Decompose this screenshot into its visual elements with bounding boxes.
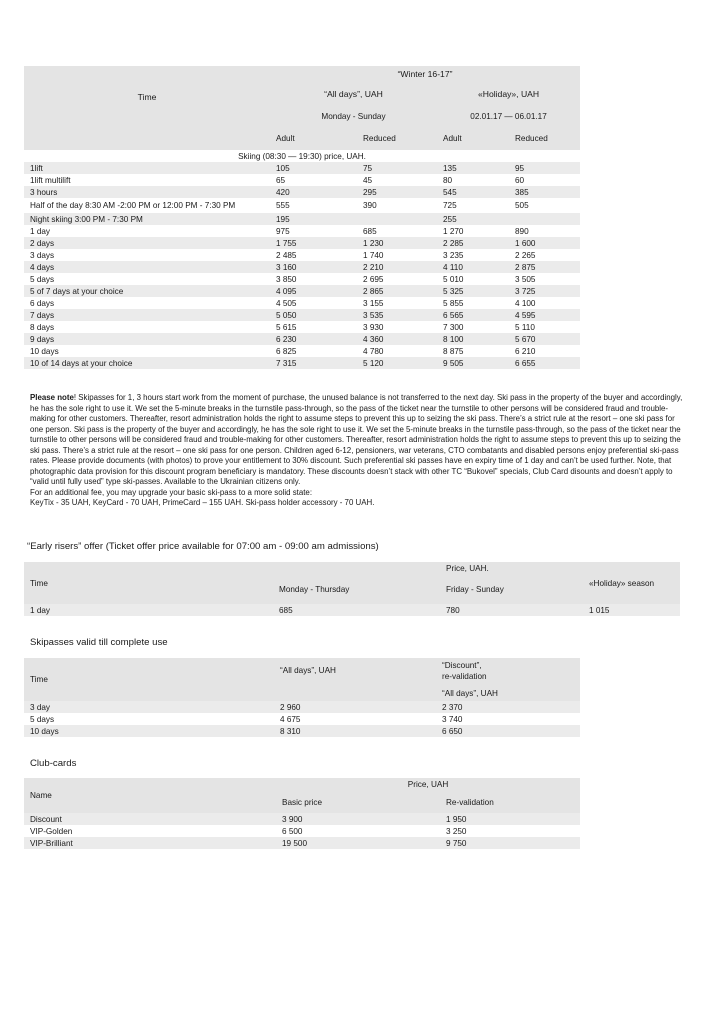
row-label: 5 of 7 days at your choice [30,286,124,296]
price-cell: 2 485 [276,250,297,260]
table-row [24,813,580,825]
discount-header-line: re-validation [442,672,487,681]
complete-use-body [24,701,580,737]
price-cell: 95 [515,163,525,173]
upgrade-line: For an additional fee, you may upgrade your basic ski-pass to a more solid state: [30,487,313,497]
price-cell: 1 740 [363,250,384,260]
club-cards-body [24,813,580,849]
table-row [24,186,580,198]
price-cell: 2 370 [442,702,463,712]
price-cell: 725 [443,201,457,210]
price-cell: 4 780 [363,346,384,356]
price-cell: 890 [515,226,529,236]
price-cell: 555 [276,201,290,210]
price-cell: 4 675 [280,714,301,724]
price-cell: 135 [443,163,457,173]
table-row [24,237,580,249]
price-cell: 6 210 [515,346,536,356]
price-cell: 975 [276,226,290,236]
price-cell: 2 210 [363,262,384,272]
price-cell: 1 270 [443,226,464,236]
price-cell: 780 [446,605,460,615]
price-cell: 9 750 [446,838,467,848]
row-label: 8 days [30,322,55,332]
price-cell: 385 [515,187,529,197]
row-label: 9 days [30,334,55,344]
price-cell: 505 [515,201,529,210]
price-cell: 2 875 [515,262,536,272]
price-cell: 390 [363,201,377,210]
price-cell: 1 015 [589,605,610,615]
price-cell: 5 615 [276,322,297,332]
table-row [24,309,580,321]
club-cards-title: Club-cards [30,758,77,769]
table-row [24,261,580,273]
price-cell: 2 285 [443,238,464,248]
price-cell: 295 [363,187,377,197]
early-risers-table [24,562,680,616]
row-label: 1lift [30,163,43,173]
price-cell: 5 325 [443,286,464,296]
price-cell: 3 850 [276,274,297,284]
price-cell: 8 875 [443,346,464,356]
discount-header [436,658,580,701]
price-cell: 5 110 [515,322,535,332]
row-label: 10 days [30,726,59,736]
holiday-period: 02.01.17 — 06.01.17 [470,112,547,121]
price-cell: 1 950 [446,814,467,824]
price-cell: 195 [276,214,290,224]
sub-header: Adult [276,134,295,143]
price-cell: 4 095 [276,286,297,296]
row-label: 7 days [30,310,55,320]
table-row [24,162,580,174]
price-cell: 5 120 [363,358,384,368]
price-cell: 3 900 [282,814,303,824]
basic-price-header: Basic price [282,797,323,807]
holiday-header: «Holiday», UAH [477,88,540,99]
price-cell: 4 110 [443,262,463,272]
table-row [24,825,580,837]
table-row [24,725,580,737]
row-label: 1 day [30,605,51,615]
price-cell: 60 [515,175,525,185]
complete-use-title: Skipasses valid till complete use [30,637,168,648]
row-label: 5 days [30,274,55,284]
table-row [24,357,580,369]
table-row [24,701,580,713]
table-row [24,345,580,357]
time-header: Time [30,578,48,588]
price-cell: 6 655 [515,358,536,368]
price-cell: 19 500 [282,838,308,848]
mon-thu-header: Monday - Thursday [279,584,350,594]
row-label: 5 days [30,714,55,724]
price-cell: 5 855 [443,298,464,308]
price-cell: 255 [443,214,457,224]
early-risers-title: “Early risers” offer (Ticket offer price available for 07:00 am - 09:00 am admissions) [27,541,379,552]
club-cards-table [24,778,580,849]
price-cell: 3 740 [442,714,463,724]
price-cell: 2 960 [280,702,301,712]
price-cell: 5 010 [443,274,464,284]
all-days-header: “All days”, UAH [280,666,336,675]
price-cell: 3 160 [276,262,297,272]
accessories-line: KeyTix - 35 UAH, KeyCard - 70 UAH, PrimeCard – 155 UAH. Ski-pass holder accessory - 70 UAH. [30,498,375,507]
table-row [24,249,580,261]
price-cell: 3 535 [363,310,384,320]
sub-header: Adult [443,134,462,143]
row-label: 3 days [30,250,55,260]
price-cell: 3 250 [446,826,467,836]
table-row [24,273,580,285]
season-title: “Winter 16-17” [397,68,453,79]
price-cell: 75 [363,163,373,173]
price-cell: 6 230 [276,334,297,344]
price-cell: 1 600 [515,238,536,248]
price-cell: 4 360 [363,334,384,344]
early-risers-body [24,604,680,616]
price-cell: 2 695 [363,274,384,284]
table-row [24,285,580,297]
price-cell: 2 865 [363,286,384,296]
price-cell: 4 100 [515,298,536,308]
price-cell [509,213,580,225]
price-cell: 1 755 [276,238,297,248]
table-row [24,333,580,345]
price-cell: 1 230 [363,238,384,248]
price-cell: 685 [363,226,377,236]
table-row [24,198,580,213]
discount-header-line: “Discount”, [442,661,482,670]
row-label: 3 hours [30,187,58,197]
holiday-season-header: «Holiday» season [589,578,655,588]
row-label: 1 day [30,226,51,236]
discount-header-line: “All days”, UAH [442,689,498,698]
price-cell: 80 [443,175,453,185]
table-row [24,713,580,725]
price-cell: 4 505 [276,298,297,308]
price-cell: 2 265 [515,250,536,260]
row-label: Night skiing 3:00 PM - 7:30 PM [30,214,143,224]
note-body: ! Skipasses for 1, 3 hours start work from the moment of purchase, the unused balance is not transferred to the next day. Ski pass in the property of the buyer and accordingly, he has the sole right to use it. We set the 5-minute breaks in the turnstile pass-through, so the pass of the ticket near the turnstile to other persons will be considered fraud and trouble-making for other customers. Thereafter, resort administration holds the right to assume steps to prevent this up to seizing the ski pass. There’s a strict rule at the resort – one ski pass for one person. Ski pass is the property of the buyer and accordingly, he has the sole right to use it. We set the 5-minute breaks in the turnstile pass-through, so the pass of the ticket near the turnstile to other persons will be considered fraud and trouble-making for other customers. Thereafter, resort administration holds the right to assume steps to prevent this up to seizing the ski pass. There’s a strict rule at the resort – one ski pass for one person. Children aged 6-12, pensioners, war veterans, CTO combatants and disabled persons enjoy preferential ski-pass rates. Please provide documents (with photos) to prove your entitlement to 30% discount. Such preferential ski passes have en expiry time of 1 day and can’t be used further. Note, that photographic data provision for this discount program beneficiary is mandatory. These discounts doesn’t stack with other TC “Bukovel” specials, Club Card disounts and doesn’t apply to “valid until fully used” type ski-passes. Available to the Ukrainian citizens only. [30,393,683,486]
sub-header: Reduced [515,134,548,143]
table-row [24,321,580,333]
price-cell: 65 [276,175,286,185]
price-cell: 7 315 [276,358,297,368]
sub-header: Reduced [363,134,396,143]
price-cell: 6 565 [443,310,464,320]
price-cell: 9 505 [443,358,464,368]
row-label: 10 of 14 days at your choice [30,358,133,368]
row-label: 4 days [30,262,55,272]
price-cell: 3 930 [363,322,384,332]
row-label: VIP-Golden [30,826,73,836]
price-cell: 3 155 [363,298,384,308]
row-label: 3 day [30,702,51,712]
price-cell: 8 100 [443,334,464,344]
name-header: Name [30,791,52,800]
winter-price-table [24,66,580,369]
row-label: VIP-Brilliant [30,838,73,848]
price-cell: 45 [363,175,373,185]
time-header: Time [30,675,48,684]
row-label: Discount [30,814,62,824]
price-cell: 3 725 [515,286,536,296]
price-cell: 5 670 [515,334,536,344]
skiing-banner: Skiing (08:30 — 19:30) price, UAH. [238,151,366,161]
time-header: Time [137,91,157,102]
price-cell: 3 235 [443,250,464,260]
price-cell: 3 505 [515,274,536,284]
revalidation-header: Re-validation [446,797,494,807]
row-label: Half of the day 8:30 AM -2:00 PM or 12:00 PM - 7:30 PM [30,201,236,210]
price-cell: 6 825 [276,346,297,356]
fri-sun-header: Friday - Sunday [446,584,504,594]
note-lead: Please note [30,393,74,402]
price-cell: 4 595 [515,310,536,320]
price-cell: 105 [276,163,290,173]
table-row [24,837,580,849]
price-header: Price, UAH [407,780,449,789]
row-label: 1lift multilift [30,175,71,185]
complete-use-table [24,658,580,737]
row-label: 6 days [30,298,55,308]
main-table-body [24,162,580,369]
price-cell [357,213,437,225]
row-label: 10 days [30,346,59,356]
row-label: 2 days [30,238,55,248]
price-cell: 7 300 [443,322,464,332]
price-cell: 6 500 [282,826,303,836]
price-cell: 420 [276,187,290,197]
price-cell: 8 310 [280,726,301,736]
price-cell: 545 [443,187,457,197]
all-days-period: Monday - Sunday [321,112,386,121]
table-row [24,213,580,225]
table-row [24,174,580,186]
all-days-header: “All days”, UAH [324,88,383,99]
price-header: Price, UAH. [446,563,489,573]
price-cell: 5 050 [276,310,297,320]
please-note-block [30,393,690,509]
table-row [24,225,580,237]
table-row [24,604,680,616]
price-cell: 6 650 [442,726,463,736]
table-row [24,297,580,309]
price-cell: 685 [279,605,293,615]
